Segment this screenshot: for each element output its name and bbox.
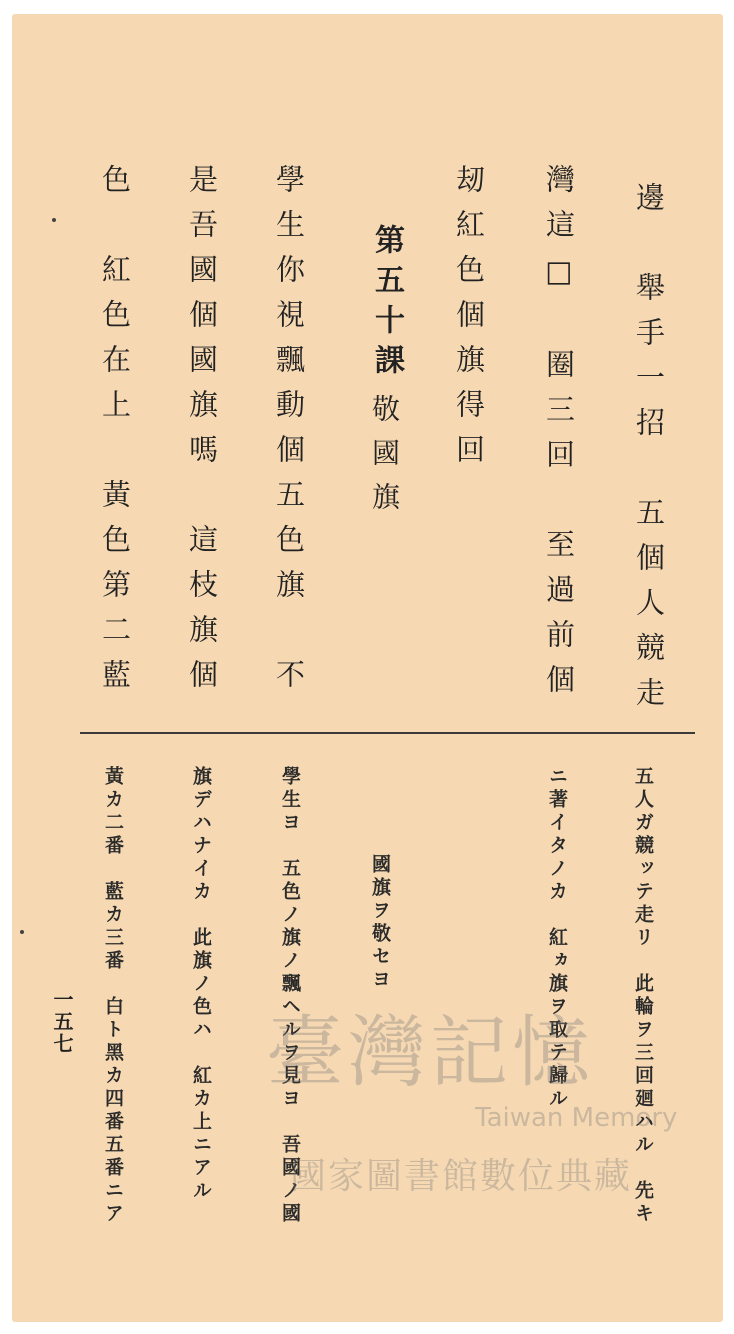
- translation-column-2: ニ著イタノカ 紅ヵ旗ヲ取テ歸ル: [546, 766, 568, 1111]
- translation-column-1: 五人ガ競ッテ走リ 此輪ヲ三回廻ハル 先キ: [632, 766, 654, 1226]
- text-column-6: 學生你視飄動個五色旗 不: [272, 164, 306, 704]
- watermark-logo-text: 臺灣記憶: [266, 1008, 595, 1098]
- text-column-7: 是吾國個國旗嗎 這枝旗個: [185, 164, 219, 704]
- text-column-8: 色 紅色在上 黃色第二藍: [98, 164, 132, 704]
- translation-column-4: 學生ヨ 五色ノ旗ノ飄ヘルヲ見ヨ 吾國ノ國: [279, 766, 301, 1226]
- text-column-1: 邊 舉手一招 五個人競走: [632, 182, 666, 722]
- text-column-2: 灣這□ 圈三回 至過前個: [542, 164, 576, 709]
- translation-column-6: 黃カ二番 藍カ三番 白ト黑カ四番五番ニア: [102, 766, 124, 1226]
- watermark: [200, 980, 720, 1220]
- text-column-3: 刼紅色個旗得回: [452, 164, 486, 479]
- translation-column-3: 國旗ヲ敬セヨ: [369, 854, 391, 992]
- translation-column-5: 旗デハナイカ 此旗ノ色ハ 紅カ上ニアル: [190, 766, 212, 1203]
- lesson-title: 第五十課: [369, 224, 404, 384]
- section-divider: [80, 732, 695, 734]
- lesson-subtitle: 敬國旗: [368, 394, 401, 526]
- paper-speck: [20, 930, 24, 934]
- watermark-english: Taiwan Memory: [475, 1103, 678, 1133]
- watermark-subtitle: 國家圖書館數位典藏: [290, 1156, 633, 1197]
- page-number: 一五七: [50, 989, 74, 1055]
- paper-speck: [52, 218, 56, 222]
